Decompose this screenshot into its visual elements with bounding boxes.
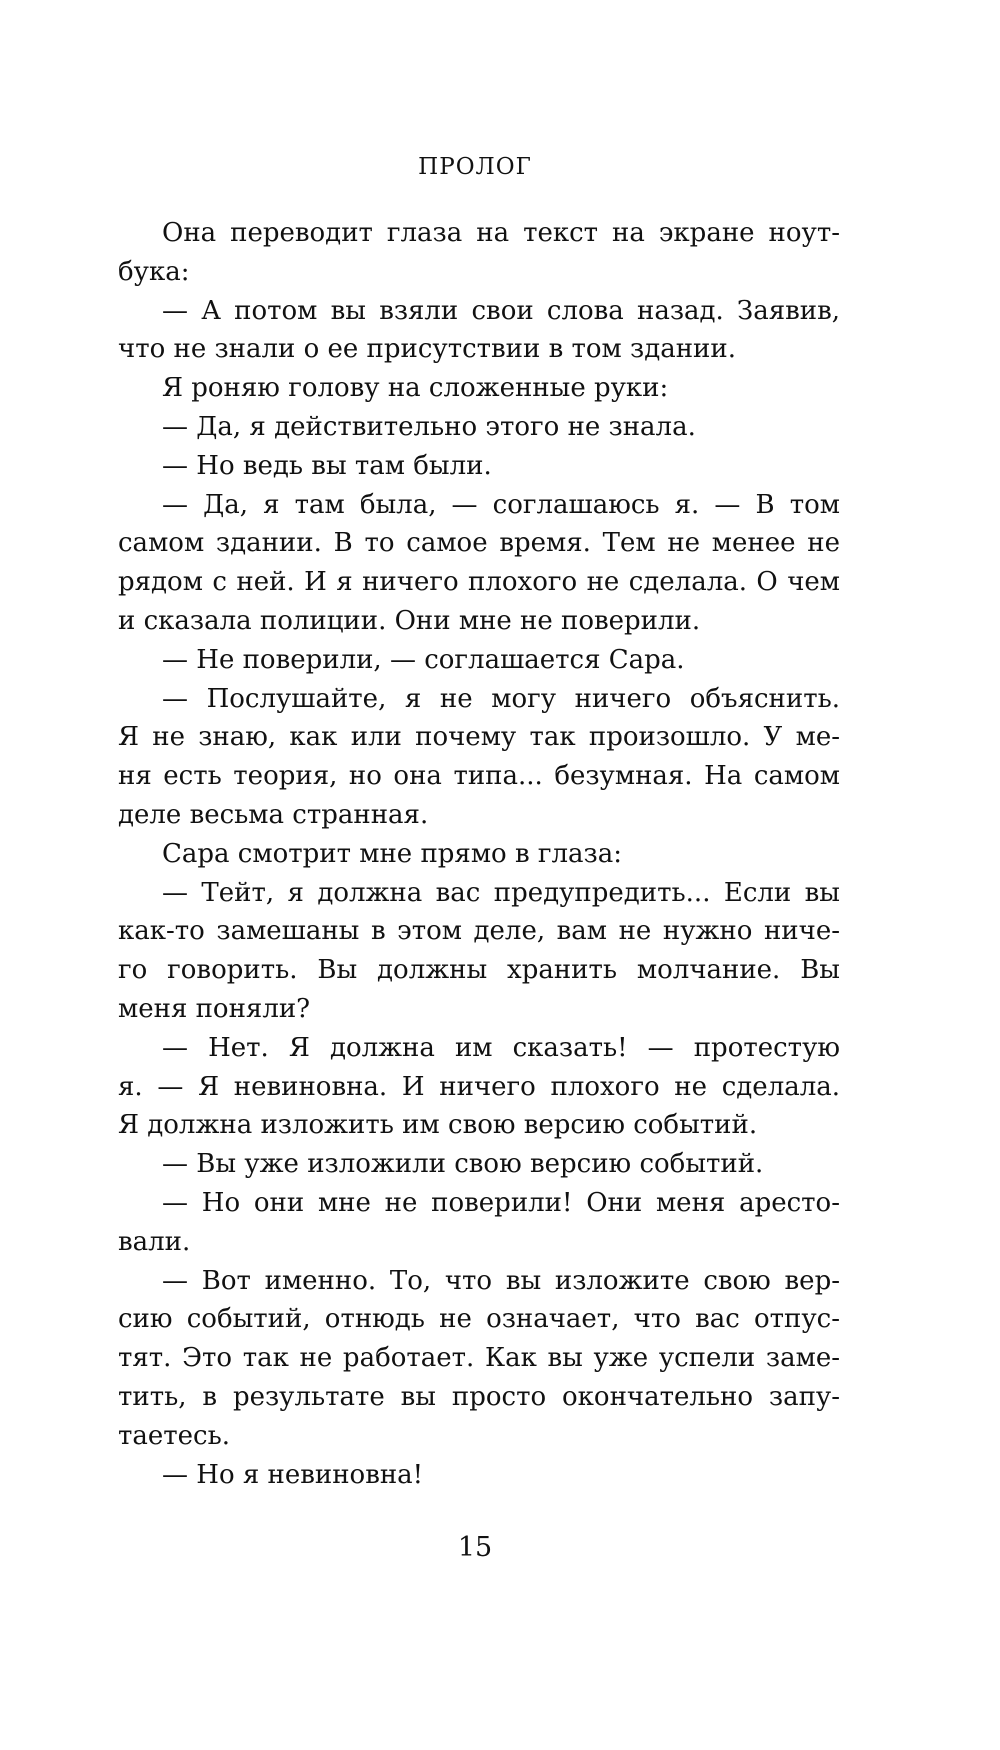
text-line: — Вы уже изложили свою версию событий. <box>162 1149 764 1180</box>
text-line: ня есть теория, но она типа... безумная. На самом <box>118 761 840 792</box>
text-line: бука: <box>118 256 190 287</box>
page-number: 15 <box>457 1532 493 1563</box>
text-line: таетесь. <box>118 1420 231 1451</box>
running-head: ПРОЛОГ <box>418 154 532 180</box>
text-line: — Да, я там была, — соглашаюсь я. — В том <box>162 489 840 520</box>
text-line: меня поняли? <box>118 993 311 1024</box>
text-line: — Но они мне не поверили! Они меня аресто- <box>162 1187 840 1218</box>
text-line: Я должна изложить им свою версию событий. <box>118 1110 758 1141</box>
text-line: — А потом вы взяли свои слова назад. Заявив, <box>162 295 840 326</box>
text-line: — Тейт, я должна вас предупредить... Если вы <box>162 877 840 908</box>
text-line: рядом с ней. И я ничего плохого не сделала. О чем <box>118 567 840 598</box>
text-line: Сара смотрит мне прямо в глаза: <box>162 838 622 869</box>
text-line: самом здании. В то самое время. Тем не менее не <box>118 528 840 559</box>
text-line: — Послушайте, я не могу ничего объяснить. <box>162 683 840 714</box>
text-line: — Вот именно. То, что вы изложите свою вер- <box>162 1265 840 1296</box>
body-text <box>118 214 840 1494</box>
text-line: что не знали о ее присутствии в том здании. <box>118 334 736 365</box>
text-line: — Но ведь вы там были. <box>162 450 492 481</box>
text-line: я. — Я невиновна. И ничего плохого не сделала. <box>118 1071 840 1102</box>
text-line: — Да, я действительно этого не знала. <box>162 411 696 442</box>
text-line: Я роняю голову на сложенные руки: <box>162 373 669 404</box>
text-line: Я не знаю, как или почему так произошло. У ме- <box>118 722 840 753</box>
text-line: — Не поверили, — соглашается Сара. <box>162 644 685 675</box>
text-line: тят. Это так не работает. Как вы уже успели заме- <box>118 1343 840 1374</box>
text-line: Она переводит глаза на текст на экране ноут- <box>162 218 840 248</box>
text-line: вали. <box>118 1226 191 1257</box>
text-line: — Нет. Я должна им сказать! — протестую <box>162 1032 840 1063</box>
text-line: деле весьма странная. <box>118 799 429 830</box>
text-line: как-то замешаны в этом деле, вам не нужно ниче- <box>118 916 840 947</box>
text-line: го говорить. Вы должны хранить молчание. Вы <box>118 955 840 986</box>
text-line: сию событий, отнюдь не означает, что вас отпус- <box>118 1304 840 1335</box>
text-line: и сказала полиции. Они мне не поверили. <box>118 605 701 636</box>
text-line: тить, в результате вы просто окончательно запу- <box>118 1381 840 1412</box>
text-line: — Но я невиновна! <box>162 1459 424 1490</box>
